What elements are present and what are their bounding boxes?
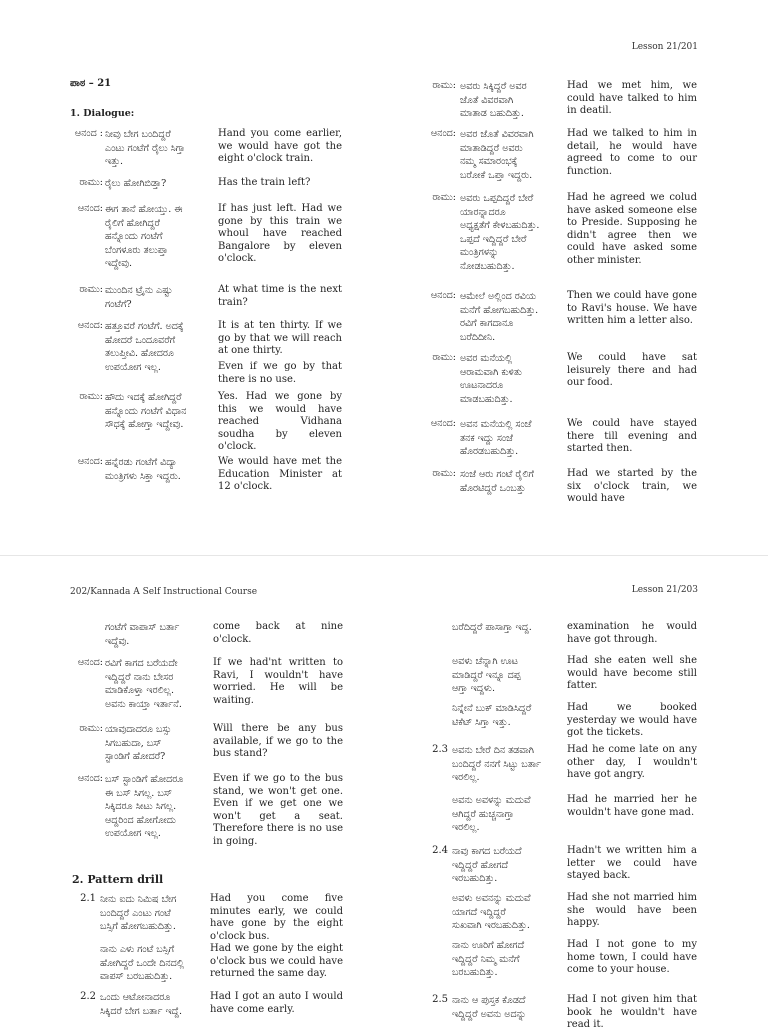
kannada-text: ಒಂದು ಆಟೋನಾದರೂ ಸಿಕ್ಕಿದರೆ ಬೇಗ ಬರ್ತಾ ಇದ್ದೆ. (100, 992, 183, 1017)
english-translation: Had he come late on any other day, I wouldn't have got angry. (567, 744, 697, 780)
english-translation: If has just left. Had we gone by this train we whoul have reached Bangalore by eleven o'clock. (218, 203, 342, 264)
english-translation: Even if we go to the bus stand, we won't get one. Even if we get one we won't get a seat. Therefore there is no use in going. (213, 773, 343, 847)
english-translation: Had I not gone to my home town, I could have come to your house. (567, 939, 697, 975)
english-translation: Had he agreed we colud have asked someone else to Preside. Supposing he didn't agree then we could have asked some other minister. (567, 192, 697, 266)
english-translation: We could have stayed there till evening and started then. (567, 418, 697, 454)
kannada-text: ಈಗ ತಾನೆ ಹೋಯ್ತು. ಈ ರೈಲಿಗೆ ಹೋಗಿದ್ದರೆ ಹನ್ನೊಂದು ಗಂಟೆಗೆ ಬೆಂಗಳೂರು ತಲುಪ್ತಾ ಇದ್ದೇವು. (105, 204, 183, 269)
speaker-name: ರಾಮು: (79, 391, 103, 402)
english-translation: Hand you come earlier, we would have got the eight o'clock train. (218, 128, 342, 164)
speaker-name: ರಾಮು: (432, 80, 456, 91)
page-header-right: Lesson 21/201 (631, 42, 698, 52)
speaker-name: ರಾಮು: (79, 284, 103, 295)
english-translation: Had we started by the six o'clock train, we would have (567, 468, 697, 504)
speaker-name: ರಾಮು: (432, 352, 456, 363)
english-translation: At what time is the next train? (218, 284, 342, 308)
english-translation: Will there be any bus available, if we go to the bus stand? (213, 723, 343, 759)
page2-header-left: 202/Kannada A Self Instructional Course (70, 587, 258, 597)
speaker-name: ರಾಮು: (79, 723, 103, 734)
kannada-text: ನಾವು ಕಾಗದ ಬರೆಯದೆ ಇದ್ದಿದ್ದರೆ ಹೋಗದೆ ಇರಬಹುದಿತ್ತು. (452, 846, 522, 884)
kannada-text: ಹತ್ತೂವರೆ ಗಂಟೆಗೆ. ಅದಕ್ಕೆ ಹೋದರೆ ಒಂದೂವರೆಗೆ ತಲುಪ್ತೀವಿ. ಹೋದರೂ ಉಪಯೋಗ ಇಲ್ಲ. (105, 321, 184, 373)
speaker-name: ಆನಂದ: (77, 657, 103, 668)
kannada-text: ನೀನು ಐದು ನಿಮಿಷ ಬೇಗ ಬಂದಿದ್ದರೆ ಎಂಟು ಗಂಟೆ ಬಸ್ಸಿಗೆ ಹೋಗಬಹುದಿತ್ತು. (100, 894, 177, 932)
english-translation: Had we booked yesterday we would have got the tickets. (567, 702, 697, 738)
page-divider (0, 555, 768, 556)
drill-number: 2.2 (80, 991, 96, 1002)
speaker-name: ಆನಂದ : (74, 128, 103, 139)
page2-header-right: Lesson 21/203 (631, 585, 698, 595)
lesson-title: ಪಾಠ – 21 (70, 78, 112, 89)
kannada-text: ಅವರ ಜೊತೆ ವಿವರವಾಗಿ ಮಾತಾಡಿದ್ದರೆ ಅವರು ನಮ್ಮ ಸಮಾರಂಭಕ್ಕೆ ಬರೋಕೆ ಒಪ್ತಾ ಇದ್ದರು. (460, 129, 534, 181)
english-translation: Had we met him, we could have talked to him in deatil. (567, 80, 697, 116)
kannada-text: ಅವನು ಬೇರೆ ದಿನ ತಡವಾಗಿ ಬಂದಿದ್ದರೆ ನನಗೆ ಸಿಟ್ಟು ಬರ್ತಾ ಇರಲಿಲ್ಲ. (452, 745, 542, 783)
speaker-name: ಆನಂದ: (77, 320, 103, 331)
kannada-text: ಅವನ ಮನೆಯಲ್ಲಿ ಸಂಜೆ ತನಕ ಇದ್ದು ಸಂಜೆ ಹೊರಡಬಹುದಿತ್ತು. (460, 419, 532, 457)
speaker-name: ಆನಂದ: (77, 773, 103, 784)
english-translation: come back at nine o'clock. (213, 621, 343, 645)
english-translation: Had we talked to him in detail, he would have agreed to come to our function. (567, 128, 697, 177)
kannada-text: ಮುಂದಿನ ಟ್ರೈನು ಎಷ್ಟು ಗಂಟೆಗೆ? (105, 285, 173, 310)
kannada-text: ಗಂಟೆಗೆ ವಾಪಾಸ್ ಬರ್ತಾ ಇದ್ದೆವು. (105, 622, 180, 647)
speaker-name: ಆನಂದ: (430, 290, 456, 301)
kannada-text: ರವಿಗೆ ಕಾಗದ ಬರೆಯದೇ ಇದ್ದಿದ್ದರೆ ನಾನು ಬೇಸರ ಮಾಡಿಕೊಳ್ತಾ ಇರಲಿಲ್ಲ. ಅವನು ಕಾಯ್ತಾ ಇರ್ತಾನೆ. (105, 658, 182, 710)
speaker-name: ರಾಮು: (79, 177, 103, 188)
kannada-text: ನಾನು ಆ ಪುಸ್ತಕ ಕೊಡದೆ ಇದ್ದಿದ್ದರೆ ಅವನು ಅದನ್ನು (452, 995, 527, 1020)
kannada-text: ಬಸ್ ಸ್ಟಾಂಡಿಗೆ ಹೋದರೂ ಈ ಬಸ್ ಸಿಗಲ್ಲ. ಬಸ್ ಸಿಕ್ಕಿದರೂ ಸೀಟು ಸಿಗಲ್ಲ. ಆದ್ದರಿಂದ ಹೋಗೋದು ಉಪಯೋಗ ಇಲ್ಲ. (105, 774, 184, 839)
english-translation: It is at ten thirty. If we go by that we will reach at one thirty. (218, 320, 342, 356)
kannada-text: ಯಾವುದಾದರೂ ಬಸ್ಸು ಸಿಗಬಹುದಾ, ಬಸ್ ಸ್ಟಾಂಡಿಗೆ ಹೋದರೆ? (105, 724, 172, 762)
kannada-text: ಅವಳು ಚೆನ್ನಾಗಿ ಊಟ ಮಾಡಿದ್ದರೆ ಇನ್ನೂ ದಪ್ಪ ಆಗ್ತಾ ಇದ್ದಳು. (452, 656, 521, 694)
kannada-text: ರೈಲು ಹೋಗಿಬಿಡ್ತಾ? (105, 178, 167, 189)
english-translation: We would have met the Education Minister at 12 o'clock. (218, 456, 342, 492)
english-translation-extra: Even if we go by that there is no use. (218, 361, 342, 385)
drill-number: 2.3 (432, 744, 448, 755)
kannada-text: ಆಮೇಲೆ ಅಲ್ಲಿಂದ ರವಿಯ ಮನೆಗೆ ಹೋಗಬಹುದಿತ್ತು. ರವಿಗೆ ಕಾಗದಾನೂ ಬರೆದಿದೀನಿ. (460, 291, 539, 343)
kannada-text: ಅವನು ಅವಳನ್ನು ಮದುವೆ ಆಗಿದ್ದರೆ ಹುಚ್ಚನಾಗ್ತಾ ಇರಲಿಲ್ಲ. (452, 795, 531, 833)
english-translation: Hadn't we written him a letter we could have stayed back. (567, 845, 697, 881)
english-translation: Had he married her he wouldn't have gone mad. (567, 794, 697, 818)
english-translation: Then we could have gone to Ravi's house. We have written him a letter also. (567, 290, 697, 326)
kannada-text: ಅವರ ಮನೆಯಲ್ಲಿ ಆರಾಮವಾಗಿ ಕುಳಿತು ಊಟನಾದರೂ ಮಾಡಬಹುದಿತ್ತು. (460, 353, 522, 405)
drill-number: 2.5 (432, 994, 448, 1005)
pattern-drill-title: 2. Pattern drill (72, 873, 164, 886)
kannada-text: ನಿನ್ನೇನೆ ಬುಕ್ ಮಾಡಿಸಿದ್ದರೆ ಟಿಕೆಟ್ ಸಿಗ್ತಾ ಇತ್ತು. (452, 703, 532, 728)
kannada-text: ಸಂಜೆ ಆರು ಗಂಟೆ ರೈಲಿಗೆ ಹೊರಟಿದ್ದರೆ ಒಂಬತ್ತು (460, 469, 534, 494)
english-translation: Had she eaten well she would have become still fatter. (567, 655, 697, 691)
speaker-name: ಆನಂದ: (77, 203, 103, 214)
kannada-text: ಅವಳು ಅವನನ್ನು ಮದುವೆ ಯಾಗದೆ ಇದ್ದಿದ್ದರೆ ಸುಖವಾಗಿ ಇರಬಹುದಿತ್ತು. (452, 893, 531, 931)
kannada-text: ನಾನು ಎಳು ಗಂಟೆ ಬಸ್ಸಿಗೆ ಹೋಗಿದ್ದರೆ ಒಂದೇ ದಿನದಲ್ಲಿ ವಾಪಸ್ ಬರಬಹುದಿತ್ತು. (100, 944, 184, 982)
drill-number: 2.1 (80, 893, 96, 904)
speaker-name: ಆನಂದ: (430, 418, 456, 429)
kannada-text: ನಾನು ಊರಿಗೆ ಹೋಗದೆ ಇದ್ದಿದ್ದರೆ ನಿಮ್ಮ ಮನೆಗೆ ಬರಬಹುದಿತ್ತು. (452, 940, 525, 978)
english-translation: Yes. Had we gone by this we would have reached Vidhana soudha by eleven o'clock. (218, 391, 342, 452)
english-translation: Had you come five minutes early, we could have gone by the eight o'clock bus. (210, 893, 343, 942)
kannada-text: ನೀವು ಬೇಗ ಬಂದಿದ್ದರೆ ಎಂಟು ಗಂಟೆಗೆ ರೈಲು ಸಿಗ್ತಾ ಇತ್ತು. (105, 129, 185, 167)
english-translation: We could have sat leisurely there and had our food. (567, 352, 697, 388)
speaker-name: ಆನಂದ: (77, 456, 103, 467)
kannada-text: ಅವರು ಒಪ್ಪದಿದ್ದರೆ ಬೇರೆ ಯಾರನ್ನಾದರೂ ಅಧ್ಯಕ್ಷತೆಗೆ ಕೇಳಬಹುದಿತ್ತು. ಒಪ್ಪದೆ ಇದ್ದಿದ್ದರೆ ಬೇರೆ ಮಂತ್ರಿಗಳನ್ನು ನೋಡಬಹುದಿತ್ತು. (460, 193, 540, 272)
english-translation: Has the train left? (218, 177, 311, 188)
english-translation: Had we gone by the eight o'clock bus we could have returned the same day. (210, 943, 343, 979)
speaker-name: ಆನಂದ: (430, 128, 456, 139)
speaker-name: ರಾಮು: (432, 192, 456, 203)
kannada-text: ಬರೆದಿದ್ದರೆ ಪಾಸಾಗ್ತಾ ಇದ್ದ. (452, 622, 532, 633)
english-translation: Had I got an auto I would have come early. (210, 991, 343, 1015)
drill-number: 2.4 (432, 845, 448, 856)
kannada-text: ಅವರು ಸಿಕ್ಕಿದ್ದರೆ ಅವರ ಜೊತೆ ವಿವರವಾಗಿ ಮಾತಾಡ ಬಹುದಿತ್ತು. (460, 81, 527, 119)
english-translation: Had I not given him that book he wouldn't have read it. (567, 994, 697, 1030)
kannada-text: ಹನ್ನೆರಡು ಗಂಟೆಗೆ ವಿದ್ಯಾ ಮಂತ್ರಿಗಳು ಸಿಕ್ತಾ ಇದ್ದರು. (105, 457, 181, 482)
english-translation: Had she not married him she would have been happy. (567, 892, 697, 928)
english-translation: If we had'nt written to Ravi, I wouldn't have worried. He will be waiting. (213, 657, 343, 706)
speaker-name: ರಾಮು: (432, 468, 456, 479)
english-translation: examination he would have got through. (567, 621, 697, 645)
section-heading: 1. Dialogue: (70, 108, 135, 119)
kannada-text: ಹೌದು ಇದಕ್ಕೆ ಹೋಗಿದ್ದರೆ ಹನ್ನೊಂದು ಗಂಟೆಗೆ ವಿಧಾನ ಸೌಧಕ್ಕೆ ಹೋಗ್ತಾ ಇದ್ದೇವು. (105, 392, 187, 430)
